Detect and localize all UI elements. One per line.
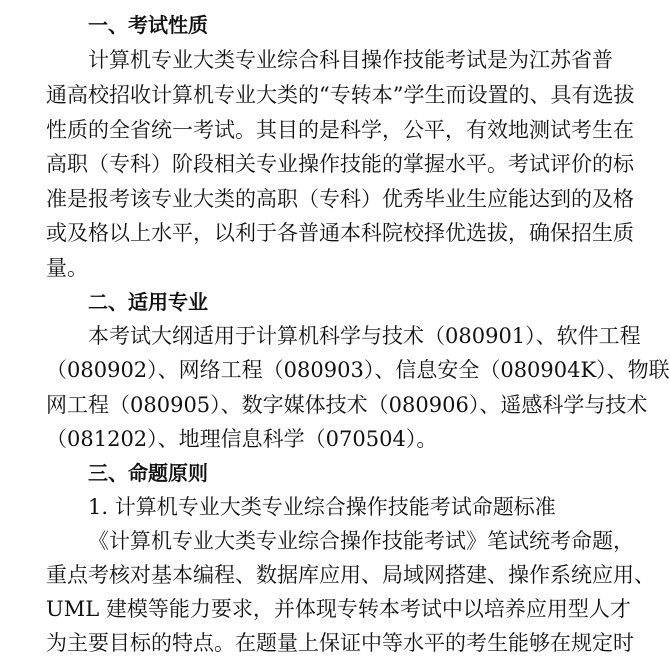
paragraph-line: （081202）、地理信息科学（070504）。 [46,427,438,451]
paragraph-line: 为主要目标的特点。在题量上保证中等水平的考生能够在规定时 [46,631,634,655]
subheading-line: 1. 计算机专业大类专业综合操作技能考试命题标准 [88,495,556,519]
paragraph-line: 准是报考该专业大类的高职（专科）优秀毕业生应能达到的及格 [46,187,634,211]
section-heading-exam-nature: 一、考试性质 [88,13,208,37]
paragraph-line: （080902）、网络工程（080903）、信息安全（080904K）、物联 [46,358,670,382]
paragraph-line: 本考试大纲适用于计算机科学与技术（080901）、软件工程 [88,324,641,348]
paragraph-line: 性质的全省统一考试。其目的是科学，公平，有效地测试考生在 [46,118,634,142]
paragraph-line: 计算机专业大类专业综合科目操作技能考试是为江苏省普 [88,48,613,72]
paragraph-line: 重点考核对基本编程、数据库应用、局域网搭建、操作系统应用、 [46,563,655,587]
paragraph-line: 网工程（080905）、数字媒体技术（080906）、遥感科学与技术 [46,393,648,417]
paragraph-line: UML 建模等能力要求，并体现专转本考试中以培养应用型人才 [46,597,631,621]
paragraph-line: 通高校招收计算机专业大类的“专转本”学生而设置的、具有选拔 [46,83,635,107]
paragraph-line: 量。 [46,256,88,280]
section-heading-proposition-principles: 三、命题原则 [88,461,208,485]
paragraph-line: 或及格以上水平，以利于各普通本科院校择优选拔，确保招生质 [46,221,634,245]
section-heading-applicable-majors: 二、适用专业 [88,290,208,314]
paragraph-line: 《计算机专业大类专业综合操作技能考试》笔试统考命题， [88,529,634,553]
paragraph-line: 高职（专科）阶段相关专业操作技能的掌握水平。考试评价的标 [46,152,634,176]
